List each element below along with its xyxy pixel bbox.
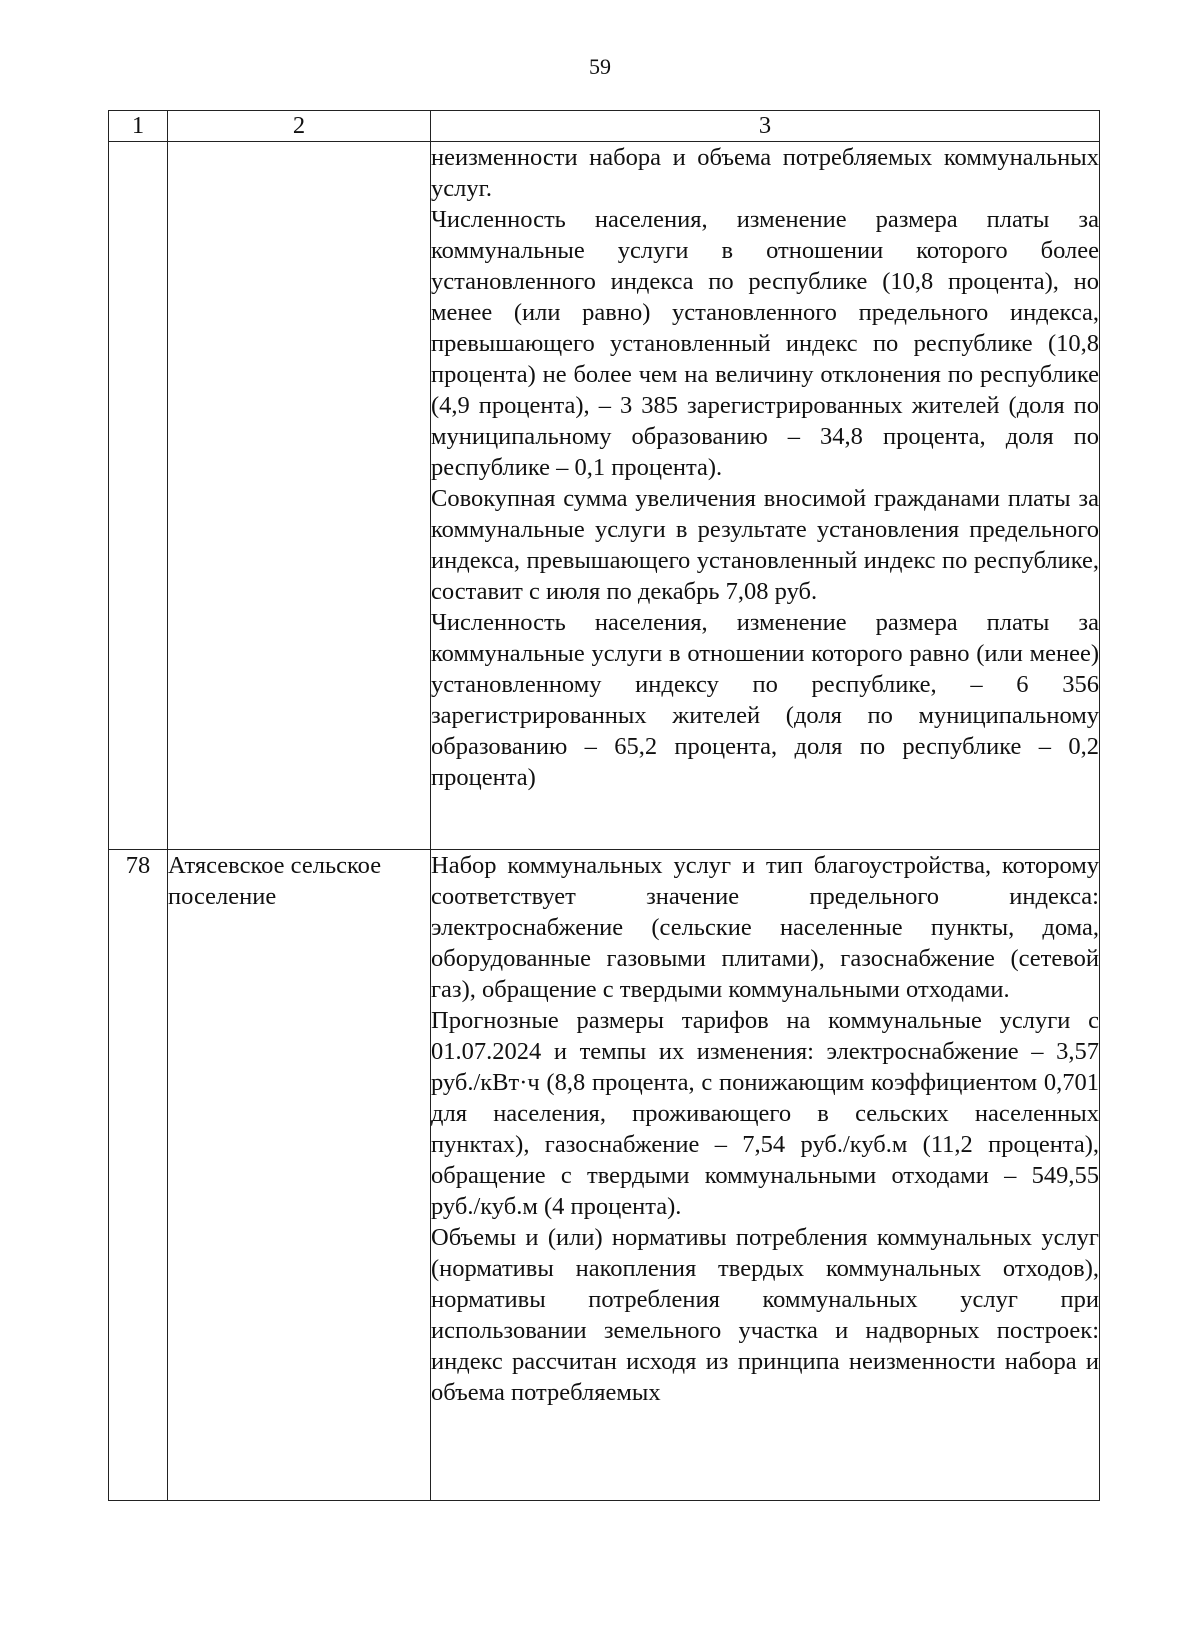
paragraph: Численность населения, изменение размера платы за коммунальные услуги в отношении которого более установленного индекса по республике (10,8 процента), но менее (или равно) установленного предельного индекса, превышающего установленный индекс по республике (10,8 процента) не более чем на величину отклонения по республике (4,9 процента), – 3 385 зарегистрированных жителей (доля по муниципальному образованию – 34,8 процента, доля по республике – 0,1 процента). (431, 206, 1099, 481)
column-header-2: 2 (168, 111, 431, 142)
paragraph: Набор коммунальных услуг и тип благоустройства, которому соответствует значение предельного индекса: электроснабжение (сельские населенные пункты, дома, оборудованные газовыми плитами), газоснабжение (сетевой газ), обращение с твердыми коммунальными отходами. (431, 852, 1099, 1003)
paragraph: Объемы и (или) нормативы потребления коммунальных услуг (нормативы накопления твердых коммунальных отходов), нормативы потребления коммунальных услуг при использовании земельного участка и надворных построек: индекс рассчитан исходя из принципа неизменности набора и объема потребляемых (431, 1224, 1099, 1406)
table-row (109, 850, 1100, 1501)
paragraph: Численность населения, изменение размера платы за коммунальные услуги в отношении которого равно (или менее) установленному индексу по республике, – 6 356 зарегистрированных жителей (доля по муниципальному образованию – 65,2 процента, доля по республике – 0,2 процента) (431, 609, 1099, 791)
table-row (109, 142, 1100, 850)
paragraph: Прогнозные размеры тарифов на коммунальные услуги с 01.07.2024 и темпы их изменения: электроснабжение – 3,57 руб./кВт·ч (8,8 процента, с понижающим коэффициентом 0,701 для населения, проживающего в сельских населенных пунктах), газоснабжение – 7,54 руб./куб.м (11,2 процента), обращение с твердыми коммунальными отходами – 549,55 руб./куб.м (4 процента). (431, 1007, 1099, 1220)
description-cell (431, 850, 1100, 1501)
row-number-cell (109, 142, 168, 850)
table-header-row (109, 111, 1100, 142)
column-header-3: 3 (431, 111, 1100, 142)
column-header-1: 1 (109, 111, 168, 142)
paragraph: неизменности набора и объема потребляемых коммунальных услуг. (431, 144, 1099, 202)
settlement-name-cell: Атясевское сельское поселение (168, 850, 431, 1501)
document-table (108, 110, 1100, 1501)
description-cell (431, 142, 1100, 850)
page-number: 59 (589, 54, 611, 79)
settlement-name-cell (168, 142, 431, 850)
paragraph: Совокупная сумма увеличения вносимой гражданами платы за коммунальные услуги в результате установления предельного индекса, превышающего установленный индекс по республике, составит с июля по декабрь 7,08 руб. (431, 485, 1099, 605)
row-number-cell: 78 (109, 850, 168, 1501)
